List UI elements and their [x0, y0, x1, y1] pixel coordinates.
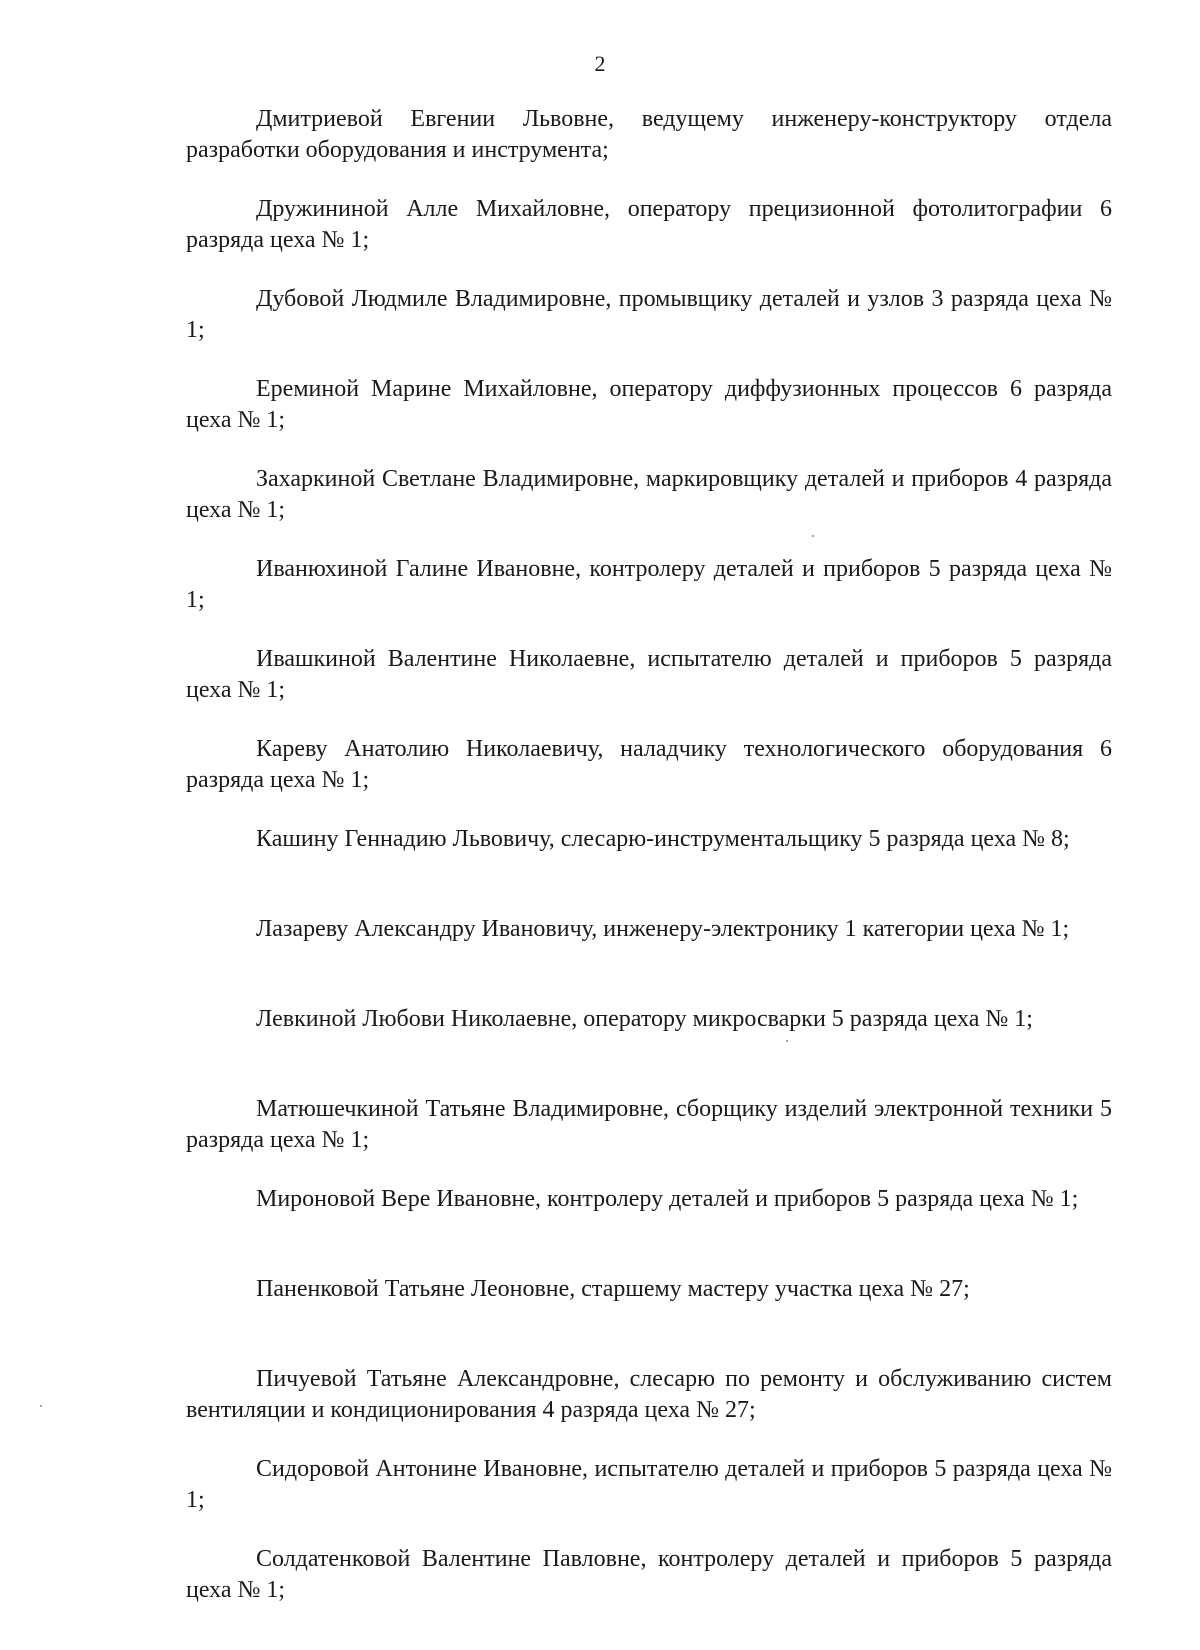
list-item: Дружининой Алле Михайловне, оператору прецизионной фотолитографии 6 разряда цеха № 1;: [186, 196, 1112, 253]
scan-speck: [812, 535, 814, 537]
list-item: Ереминой Марине Михайловне, оператору диффузионных процессов 6 разряда цеха № 1;: [186, 376, 1112, 433]
list-item: Кашину Геннадию Львовичу, слесарю-инструментальщику 5 разряда цеха № 8;: [256, 826, 1070, 852]
scan-speck: [786, 1040, 788, 1042]
list-item: Солдатенковой Валентине Павловне, контролеру деталей и приборов 5 разряда цеха № 1;: [186, 1546, 1112, 1603]
list-item: Матюшечкиной Татьяне Владимировне, сборщику изделий электронной техники 5 разряда цеха № 1;: [186, 1096, 1112, 1153]
list-item: Захаркиной Светлане Владимировне, маркировщику деталей и приборов 4 разряда цеха № 1;: [186, 466, 1112, 523]
list-item: Паненковой Татьяне Леоновне, старшему мастеру участка цеха № 27;: [256, 1276, 970, 1302]
page-number: 2: [594, 51, 606, 76]
list-item: Дубовой Людмиле Владимировне, промывщику деталей и узлов 3 разряда цеха № 1;: [186, 286, 1112, 343]
list-item: Сидоровой Антонине Ивановне, испытателю деталей и приборов 5 разряда цеха № 1;: [186, 1456, 1112, 1513]
scan-speck: [40, 1405, 42, 1407]
list-item: Ивашкиной Валентине Николаевне, испытателю деталей и приборов 5 разряда цеха № 1;: [186, 646, 1112, 703]
list-item: Пичуевой Татьяне Александровне, слесарю по ремонту и обслуживанию систем вентиляции и кондиционирования 4 разряда цеха № 27;: [186, 1366, 1112, 1423]
list-item: Дмитриевой Евгении Львовне, ведущему инженеру-конструктору отдела разработки оборудования и инструмента;: [186, 106, 1112, 163]
award-list: [186, 104, 1112, 1634]
list-item: Левкиной Любови Николаевне, оператору микросварки 5 разряда цеха № 1;: [256, 1006, 1033, 1032]
list-item: Кареву Анатолию Николаевичу, наладчику технологического оборудования 6 разряда цеха № 1;: [186, 736, 1112, 793]
list-item: Лазареву Александру Ивановичу, инженеру-электронику 1 категории цеха № 1;: [256, 916, 1070, 942]
list-item: Иванюхиной Галине Ивановне, контролеру деталей и приборов 5 разряда цеха № 1;: [186, 556, 1112, 613]
list-item: Мироновой Вере Ивановне, контролеру деталей и приборов 5 разряда цеха № 1;: [256, 1186, 1079, 1212]
